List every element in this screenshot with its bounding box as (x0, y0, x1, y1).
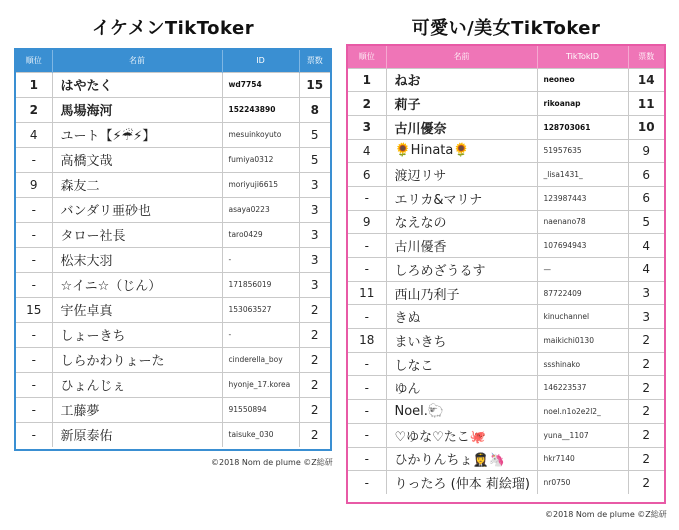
table-row (16, 122, 330, 147)
rank-cell: - (16, 147, 52, 172)
votes-cell: 3 (299, 197, 330, 222)
rank-cell: - (348, 305, 386, 329)
uid-cell: cinderella_boy (222, 347, 299, 372)
votes-cell: 5 (628, 210, 664, 234)
rank-cell: - (16, 197, 52, 222)
votes-cell: 2 (628, 471, 664, 495)
votes-cell: 2 (628, 376, 664, 400)
uid-cell: 171856019 (222, 272, 299, 297)
rank-cell: - (348, 471, 386, 495)
header-name: 名前 (52, 50, 222, 72)
header-rank: 順位 (348, 46, 386, 68)
uid-cell: taro0429 (222, 222, 299, 247)
name-cell: きぬ (386, 305, 537, 329)
votes-cell: 10 (628, 115, 664, 139)
name-cell: エリカ&マリナ (386, 186, 537, 210)
table-row (348, 163, 664, 187)
table-row (348, 471, 664, 495)
votes-cell: 5 (299, 122, 330, 147)
name-cell: りったろ (仲本 莉絵瑠) (386, 471, 537, 495)
uid-cell: yuna__1107 (537, 423, 628, 447)
table-row (348, 139, 664, 163)
name-cell: 莉子 (386, 92, 537, 116)
name-cell: 工藤夢 (52, 397, 222, 422)
uid-cell: moriyuji6615 (222, 172, 299, 197)
right-panel-title: 可愛い/美女TikToker (411, 18, 601, 39)
votes-cell: 2 (628, 329, 664, 353)
rank-cell: - (16, 422, 52, 447)
table-row (16, 97, 330, 122)
uid-cell: 87722409 (537, 281, 628, 305)
name-cell: 馬場海河 (52, 97, 222, 122)
name-cell: 松末大羽 (52, 247, 222, 272)
table-row (348, 258, 664, 282)
uid-cell: wd7754 (222, 72, 299, 97)
name-cell: ♡ゆな♡たこ🐙 (386, 423, 537, 447)
votes-cell: 2 (299, 322, 330, 347)
name-cell: 新原泰佑 (52, 422, 222, 447)
uid-cell: neoneo (537, 68, 628, 92)
uid-cell: 128703061 (537, 115, 628, 139)
right-ranking-frame (346, 44, 666, 504)
votes-cell: 2 (628, 447, 664, 471)
rank-cell: 1 (16, 72, 52, 97)
table-row (348, 115, 664, 139)
left-panel-title: イケメンTikToker (91, 18, 255, 39)
uid-cell: 153063527 (222, 297, 299, 322)
uid-cell: - (222, 322, 299, 347)
rank-cell: 15 (16, 297, 52, 322)
uid-cell: 146223537 (537, 376, 628, 400)
uid-cell: 107694943 (537, 234, 628, 258)
uid-cell: hkr7140 (537, 447, 628, 471)
rank-cell: - (348, 447, 386, 471)
votes-cell: 2 (299, 347, 330, 372)
table-row (348, 376, 664, 400)
votes-cell: 2 (628, 400, 664, 424)
table-row (16, 72, 330, 97)
table-row (348, 305, 664, 329)
rank-cell: - (16, 272, 52, 297)
uid-cell: rikoanap (537, 92, 628, 116)
votes-cell: 3 (299, 222, 330, 247)
name-cell: ひかりんちょ👩‍✈️🦄 (386, 447, 537, 471)
votes-cell: 6 (628, 186, 664, 210)
rank-cell: - (16, 347, 52, 372)
right-ranking-body (348, 68, 664, 494)
rank-cell: 9 (16, 172, 52, 197)
rank-cell: 2 (348, 92, 386, 116)
right-ranking-table (348, 46, 664, 494)
rank-cell: 3 (348, 115, 386, 139)
rank-cell: - (348, 258, 386, 282)
rank-cell: - (16, 247, 52, 272)
votes-cell: 3 (299, 272, 330, 297)
header-id: TikTokID (537, 46, 628, 68)
left-ranking-table (16, 50, 330, 447)
rank-cell: 18 (348, 329, 386, 353)
header-votes: 票数 (628, 46, 664, 68)
uid-cell: taisuke_030 (222, 422, 299, 447)
rank-cell: - (348, 423, 386, 447)
uid-cell: fumiya0312 (222, 147, 299, 172)
rank-cell: - (348, 186, 386, 210)
uid-cell: nr0750 (537, 471, 628, 495)
votes-cell: 15 (299, 72, 330, 97)
votes-cell: 2 (628, 352, 664, 376)
name-cell: はやたく (52, 72, 222, 97)
rank-cell: - (16, 372, 52, 397)
uid-cell: 152243890 (222, 97, 299, 122)
name-cell: 渡辺リサ (386, 163, 537, 187)
table-row (348, 423, 664, 447)
uid-cell: noel.n1o2e2l2_ (537, 400, 628, 424)
table-row (16, 222, 330, 247)
header-votes: 票数 (299, 50, 330, 72)
table-row (348, 68, 664, 92)
votes-cell: 11 (628, 92, 664, 116)
name-cell: しょーきち (52, 322, 222, 347)
right-copyright: ©2018 Nom de plume ©Z総研 (545, 510, 667, 519)
votes-cell: 3 (628, 281, 664, 305)
name-cell: タロー社長 (52, 222, 222, 247)
name-cell: 宇佐卓真 (52, 297, 222, 322)
name-cell: 高橋文哉 (52, 147, 222, 172)
name-cell: 古川優香 (386, 234, 537, 258)
rank-cell: 6 (348, 163, 386, 187)
votes-cell: 3 (628, 305, 664, 329)
name-cell: 古川優奈 (386, 115, 537, 139)
votes-cell: 2 (299, 397, 330, 422)
uid-cell: kinuchannel (537, 305, 628, 329)
name-cell: 西山乃利子 (386, 281, 537, 305)
rank-cell: - (348, 400, 386, 424)
rank-cell: - (348, 234, 386, 258)
votes-cell: 3 (299, 247, 330, 272)
table-row (16, 397, 330, 422)
rank-cell: - (16, 397, 52, 422)
table-row (16, 247, 330, 272)
table-row (16, 147, 330, 172)
rank-cell: 4 (16, 122, 52, 147)
table-header-row (16, 50, 330, 72)
table-row (348, 400, 664, 424)
uid-cell: 123987443 (537, 186, 628, 210)
name-cell: バンダリ亜砂也 (52, 197, 222, 222)
votes-cell: 4 (628, 234, 664, 258)
left-copyright: ©2018 Nom de plume ©Z総研 (211, 458, 333, 467)
name-cell: ひょんじぇ (52, 372, 222, 397)
rank-cell: - (16, 222, 52, 247)
uid-cell: — (537, 258, 628, 282)
table-row (16, 322, 330, 347)
name-cell: Noel.🐑 (386, 400, 537, 424)
votes-cell: 2 (299, 297, 330, 322)
rank-cell: 4 (348, 139, 386, 163)
name-cell: しなこ (386, 352, 537, 376)
table-row (348, 281, 664, 305)
table-row (348, 447, 664, 471)
header-name: 名前 (386, 46, 537, 68)
uid-cell: asaya0223 (222, 197, 299, 222)
table-row (348, 352, 664, 376)
table-row (348, 234, 664, 258)
table-row (16, 347, 330, 372)
name-cell: ユート【⚡☔⚡】 (52, 122, 222, 147)
uid-cell: 51957635 (537, 139, 628, 163)
left-ranking-body (16, 72, 330, 447)
table-row (348, 329, 664, 353)
rank-cell: - (348, 352, 386, 376)
table-row (16, 422, 330, 447)
rank-cell: 1 (348, 68, 386, 92)
name-cell: 🌻Hinata🌻 (386, 139, 537, 163)
votes-cell: 14 (628, 68, 664, 92)
votes-cell: 3 (299, 172, 330, 197)
votes-cell: 8 (299, 97, 330, 122)
left-ranking-frame (14, 48, 332, 451)
header-rank: 順位 (16, 50, 52, 72)
votes-cell: 5 (299, 147, 330, 172)
table-row (16, 272, 330, 297)
name-cell: ねお (386, 68, 537, 92)
uid-cell: _lisa1431_ (537, 163, 628, 187)
votes-cell: 2 (299, 372, 330, 397)
votes-cell: 2 (628, 423, 664, 447)
rank-cell: 9 (348, 210, 386, 234)
name-cell: ☆イニ☆（じん） (52, 272, 222, 297)
table-header-row (348, 46, 664, 68)
votes-cell: 2 (299, 422, 330, 447)
table-row (348, 186, 664, 210)
uid-cell: mesuinkoyuto (222, 122, 299, 147)
name-cell: しらかわりょーた (52, 347, 222, 372)
uid-cell: maikichi0130 (537, 329, 628, 353)
table-row (16, 197, 330, 222)
uid-cell: - (222, 247, 299, 272)
header-id: ID (222, 50, 299, 72)
name-cell: なえなの (386, 210, 537, 234)
votes-cell: 9 (628, 139, 664, 163)
table-row (16, 372, 330, 397)
uid-cell: ssshinako (537, 352, 628, 376)
votes-cell: 4 (628, 258, 664, 282)
votes-cell: 6 (628, 163, 664, 187)
name-cell: まいきち (386, 329, 537, 353)
table-row (16, 172, 330, 197)
table-row (16, 297, 330, 322)
rank-cell: 2 (16, 97, 52, 122)
name-cell: ゆん (386, 376, 537, 400)
uid-cell: hyonje_17.korea (222, 372, 299, 397)
rank-cell: 11 (348, 281, 386, 305)
uid-cell: 91550894 (222, 397, 299, 422)
name-cell: しろめざうるす (386, 258, 537, 282)
table-row (348, 210, 664, 234)
table-row (348, 92, 664, 116)
rank-cell: - (348, 376, 386, 400)
name-cell: 森友二 (52, 172, 222, 197)
uid-cell: naenano78 (537, 210, 628, 234)
rank-cell: - (16, 322, 52, 347)
